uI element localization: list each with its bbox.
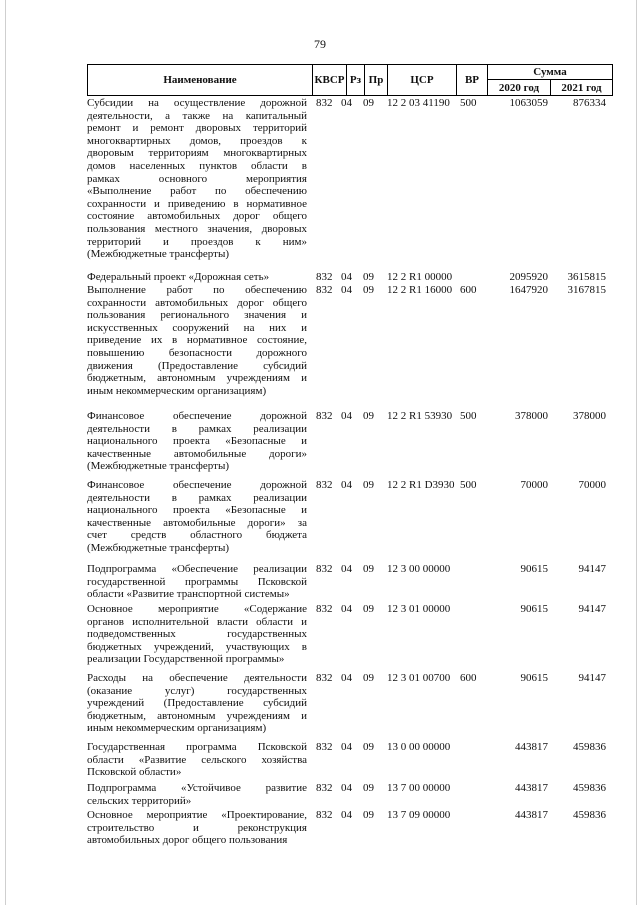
description-line: (Межбюджетные трансферты): [87, 248, 229, 261]
page-number: 79: [314, 37, 326, 51]
description-line: (оказание услуг) государственных: [87, 684, 307, 697]
description-line: пользования регионального значения и: [87, 309, 307, 322]
cell-sum2020: 70000: [520, 479, 548, 491]
description-line: Расходы на обеспечение деятельности: [87, 672, 307, 684]
cell-sum2021: 459836: [573, 809, 606, 821]
cell-pr: 09: [363, 809, 374, 821]
description-line: области «Развитие транспортной системы»: [87, 588, 290, 601]
description-line: ремонт и ремонт дворовых территорий: [87, 122, 307, 135]
description-line: деятельности, а также на капитальный: [87, 109, 307, 122]
description-line: домов населенных пунктов области в: [87, 159, 307, 172]
description-line: качественные автомобильные дороги»: [87, 447, 307, 460]
cell-csr: 13 7 00 00000: [387, 782, 451, 794]
description-line: иным некоммерческим организациям): [87, 384, 267, 397]
description-line: органов исполнительной власти области и: [87, 615, 307, 628]
cell-sum2021: 3167815: [567, 284, 606, 296]
cell-rz: 04: [341, 271, 352, 283]
cell-pr: 09: [363, 284, 374, 296]
description-line: автомобильных дорог общего пользования: [87, 834, 288, 847]
row-description: [87, 782, 307, 807]
cell-kvsr: 832: [316, 479, 333, 491]
cell-csr: 12 2 R1 D3930: [387, 479, 455, 491]
description-line: Подпрограмма «Обеспечение реализации: [87, 563, 307, 575]
row-description: [87, 97, 307, 261]
description-line: территорий и проездов к ним»: [87, 235, 307, 248]
cell-kvsr: 832: [316, 672, 333, 684]
cell-vr: 600: [460, 284, 477, 296]
description-line: многоквартирных домов, проездов к: [87, 134, 307, 147]
cell-csr: 13 7 09 00000: [387, 809, 451, 821]
description-line: бюджетным, автономным учреждениям и: [87, 709, 307, 722]
row-description: [87, 603, 307, 666]
cell-csr: 12 3 01 00700: [387, 672, 451, 684]
description-line: подведомственных государственных: [87, 628, 307, 641]
cell-rz: 04: [341, 603, 352, 615]
cell-kvsr: 832: [316, 284, 333, 296]
row-description: [87, 809, 307, 847]
scan-edge-left: [5, 0, 6, 905]
cell-csr: 12 3 01 00000: [387, 603, 451, 615]
description-line: счет средств областного бюджета: [87, 529, 307, 542]
description-line: рамках основного мероприятия: [87, 172, 307, 185]
row-description: [87, 741, 307, 779]
cell-sum2020: 90615: [520, 672, 548, 684]
description-line: реализации Государственной программы»: [87, 653, 285, 666]
cell-rz: 04: [341, 782, 352, 794]
cell-rz: 04: [341, 97, 352, 109]
cell-sum2021: 94147: [578, 563, 606, 575]
cell-csr: 12 3 00 00000: [387, 563, 451, 575]
description-line: искусственных сооружений на них и: [87, 321, 307, 334]
description-line: состояние автомобильных дорог общего: [87, 210, 307, 223]
description-line: строительство и реконструкция: [87, 821, 307, 834]
description-line: бюджетным, автономным учреждениям и: [87, 372, 307, 385]
cell-sum2020: 90615: [520, 563, 548, 575]
cell-sum2021: 459836: [573, 741, 606, 753]
cell-kvsr: 832: [316, 782, 333, 794]
header-name: Наименование: [88, 65, 313, 95]
description-line: дворовым территориям многоквартирных: [87, 147, 307, 160]
cell-sum2020: 443817: [515, 782, 548, 794]
description-line: бюджетных учреждений, участвующих в: [87, 640, 307, 653]
description-line: Субсидии на осуществление дорожной: [87, 97, 307, 109]
cell-pr: 09: [363, 603, 374, 615]
header-sum: Сумма: [488, 65, 612, 80]
cell-rz: 04: [341, 410, 352, 422]
header-year-2020: 2020 год: [488, 80, 551, 96]
description-line: повышению безопасности дорожного: [87, 346, 307, 359]
row-description: [87, 410, 307, 473]
cell-pr: 09: [363, 97, 374, 109]
cell-csr: 12 2 03 41190: [387, 97, 450, 109]
description-line: качественные автомобильные дороги» за: [87, 516, 307, 529]
description-line: деятельности в рамках реализации: [87, 491, 307, 504]
cell-csr: 12 2 R1 16000: [387, 284, 453, 296]
description-line: сельских территорий»: [87, 794, 192, 807]
cell-sum2020: 378000: [515, 410, 548, 422]
description-line: национального проекта «Безопасные и: [87, 435, 307, 448]
header-vr: ВР: [457, 65, 488, 95]
cell-sum2021: 94147: [578, 603, 606, 615]
description-line: Финансовое обеспечение дорожной: [87, 479, 307, 491]
description-line: (Межбюджетные трансферты): [87, 460, 229, 473]
cell-rz: 04: [341, 284, 352, 296]
cell-pr: 09: [363, 563, 374, 575]
cell-pr: 09: [363, 672, 374, 684]
description-line: Псковской области»: [87, 766, 182, 779]
cell-sum2021: 378000: [573, 410, 606, 422]
table-header: [87, 64, 613, 96]
description-line: деятельности в рамках реализации: [87, 422, 307, 435]
cell-sum2020: 1063059: [509, 97, 548, 109]
row-description: [87, 271, 307, 284]
description-line: иным некоммерческим организациям): [87, 722, 267, 735]
header-year-2021: 2021 год: [561, 82, 602, 94]
cell-vr: 500: [460, 410, 477, 422]
description-line: пользования местного значения, дворовых: [87, 222, 307, 235]
cell-csr: 12 2 R1 00000: [387, 271, 453, 283]
description-line: Основное мероприятие «Содержание: [87, 603, 307, 615]
cell-vr: 500: [460, 97, 477, 109]
cell-sum2021: 94147: [578, 672, 606, 684]
description-line: Выполнение работ по обеспечению: [87, 284, 307, 296]
description-line: сохранности и приведению в нормативное: [87, 197, 307, 210]
description-line: области «Развитие сельского хозяйства: [87, 753, 307, 766]
row-description: [87, 479, 307, 555]
cell-kvsr: 832: [316, 603, 333, 615]
cell-pr: 09: [363, 271, 374, 283]
description-line: движения (Предоставление субсидий: [87, 359, 307, 372]
cell-sum2020: 443817: [515, 809, 548, 821]
cell-sum2020: 443817: [515, 741, 548, 753]
header-kvsr: КВСР: [313, 65, 347, 95]
header-csr: ЦСР: [388, 65, 457, 95]
cell-rz: 04: [341, 741, 352, 753]
description-line: учреждений (Предоставление субсидий: [87, 697, 307, 710]
cell-rz: 04: [341, 672, 352, 684]
description-line: сохранности автомобильных дорог общего: [87, 296, 307, 309]
description-line: Подпрограмма «Устойчивое развитие: [87, 782, 307, 794]
description-line: «Выполнение работ по обеспечению: [87, 185, 307, 198]
cell-kvsr: 832: [316, 809, 333, 821]
cell-kvsr: 832: [316, 97, 333, 109]
row-description: [87, 672, 307, 735]
cell-kvsr: 832: [316, 410, 333, 422]
description-line: Федеральный проект «Дорожная сеть»: [87, 271, 270, 283]
description-line: государственной программы Псковской: [87, 575, 307, 588]
description-line: Финансовое обеспечение дорожной: [87, 410, 307, 422]
cell-kvsr: 832: [316, 563, 333, 575]
cell-sum2021: 3615815: [567, 271, 606, 283]
description-line: (Межбюджетные трансферты): [87, 541, 229, 554]
cell-sum2020: 1647920: [509, 284, 548, 296]
cell-sum2020: 90615: [520, 603, 548, 615]
cell-csr: 12 2 R1 53930: [387, 410, 453, 422]
cell-vr: 600: [460, 672, 477, 684]
cell-rz: 04: [341, 809, 352, 821]
description-line: Основное мероприятие «Проектирование,: [87, 809, 307, 821]
cell-rz: 04: [341, 563, 352, 575]
row-description: [87, 563, 307, 601]
cell-sum2021: 70000: [578, 479, 606, 491]
cell-sum2021: 876334: [573, 97, 606, 109]
cell-sum2021: 459836: [573, 782, 606, 794]
row-description: [87, 284, 307, 397]
header-pr: Пр: [365, 65, 388, 95]
cell-csr: 13 0 00 00000: [387, 741, 451, 753]
cell-pr: 09: [363, 741, 374, 753]
cell-pr: 09: [363, 782, 374, 794]
cell-pr: 09: [363, 479, 374, 491]
cell-sum2020: 2095920: [509, 271, 548, 283]
cell-pr: 09: [363, 410, 374, 422]
description-line: приведение их в нормативное состояние,: [87, 334, 307, 347]
cell-kvsr: 832: [316, 741, 333, 753]
description-line: Государственная программа Псковской: [87, 741, 307, 753]
cell-rz: 04: [341, 479, 352, 491]
cell-vr: 500: [460, 479, 477, 491]
cell-kvsr: 832: [316, 271, 333, 283]
header-rz: Рз: [347, 65, 365, 95]
description-line: национального проекта «Безопасные и: [87, 504, 307, 517]
scan-edge-right: [636, 0, 637, 905]
